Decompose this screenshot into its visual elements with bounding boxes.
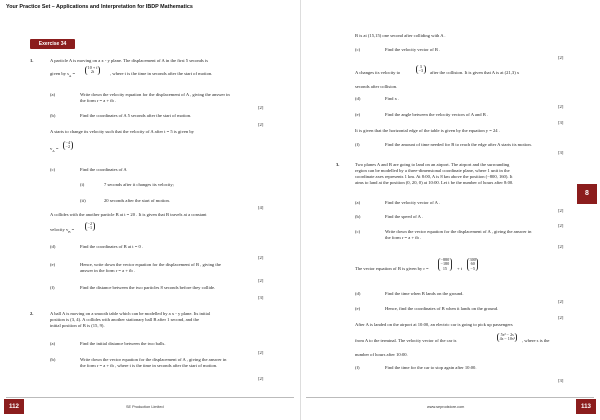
q1e-line1: Hence, write down the vector equation for the displacement of B , giving the [80,262,221,267]
left-page-number: 112 [4,399,24,414]
question-2-number: 2. [30,311,34,316]
q2b-line2: the form r = a + tb , where t is the time in seconds after the start of motion. [80,363,218,368]
q1-vB-label: velocity $v_B$ = [50,227,75,234]
q1ci-text: 7 seconds after it changes its velocity; [104,182,174,187]
left-footer-publisher: SE Production Limited [126,405,164,409]
q1-collide: A collides with the another particle B at t = 20 . It is given that B travels at a constant [50,212,207,217]
running-header: Your Practice Set – Applications and Interpretation for IBDP Mathematics [6,4,193,10]
q3d-marks: [2] [558,299,564,304]
q1f-marks: [3] [258,295,264,300]
q1d-label: (d) [50,244,56,249]
q2e-label: (e) [355,112,361,117]
q3f-label: (f) [355,365,360,370]
q1-given: given by $s_A$ = [50,71,76,78]
q3a-text: Find the velocity vector of A . [385,200,440,205]
q1b-text: Find the coordinates of A 5 seconds after the start of motion. [80,113,192,118]
exercise-badge: Exercise 34 [30,39,75,49]
q1cii-text: 20 seconds after the start of motion. [104,198,170,203]
right-page-number: 113 [576,399,596,414]
q3c-line2: the form r = a + tb . [385,235,422,240]
q3-vector-b: 300 60 −5 [467,258,478,271]
q1e-marks: [2] [258,278,264,283]
q1-displacement-vector: 10 + t 2t [85,66,100,75]
q2d-marks: [2] [558,104,564,109]
q1-vA-vector: −4 −2 [63,141,73,150]
q2f-marks: [3] [558,150,564,155]
q3b-label: (b) [355,214,361,219]
q3e-label: (e) [355,306,361,311]
q1c-text: Find the coordinates of A [80,167,127,172]
q3d-text: Find the time when B lands on the ground. [385,291,464,296]
q2c-text: Find the velocity vector of B . [385,47,441,52]
q2-line3: initial position of B is (15, 9). [50,323,105,328]
q1b-label: (b) [50,113,56,118]
q1c-marks: [4] [258,205,264,210]
q3a-label: (a) [355,200,361,205]
q3-car-velocity-vector: 5s² − 2s 4s − 10s² [497,333,517,342]
q1a-line1: Write down the velocity equation for the displacement of A , giving the answer in [80,92,230,97]
q3-line1: Two planes A and B are going to land on an airport. The airport and the surrounding [355,162,510,167]
q3e-marks: [2] [558,315,564,320]
q2-line2: position is (3, 4). A collides with another stationary ball B after 1 second, and the [50,317,200,322]
q1-given-tail: , where t is the time in seconds after the start of motion. [110,71,213,76]
q1-vA-label: $v_A$ = [50,146,59,153]
q2f-label: (f) [355,142,360,147]
q3f-marks: [3] [558,378,564,383]
q1c-label: (c) [50,167,56,172]
q3-line2: region can be modelled by a three-dimensional coordinate plane, where 1 unit in the [355,168,510,173]
page-gutter [300,0,301,420]
q1-velocity-change: A starts to change its velocity such that the velocity of A after t = 5 is given by [50,129,194,134]
q2-change-line2: seconds after collision. [355,84,398,89]
q2a-label: (a) [50,341,56,346]
q2a-marks: [2] [258,350,264,355]
q2-change-tail: after the collision. It is given that A is at (21,3) x [430,70,520,75]
q1a-label: (a) [50,92,56,97]
q1d-text: Find the coordinates of B at t = 0 . [80,244,144,249]
q1f-text: Find the distance between the two particles 8 seconds before they collide. [80,285,216,290]
q3b-marks: [2] [558,223,564,228]
q2-table-edge: It is given that the horizontal edge of the table is given by the equation y = 24 . [355,128,500,133]
q1e-label: (e) [50,262,56,267]
q2c-marks: [2] [558,55,564,60]
q2e-text: Find the angle between the velocity vectors of A and B . [385,112,489,117]
q3e-text: Hence, find the coordinates of B when it lands on the ground. [385,306,499,311]
q1e-line2: answer in the form r = a + tb . [80,268,135,273]
q2d-text: Find x . [385,96,400,101]
q1f-label: (f) [50,285,55,290]
q3-line4: aims to land at the position (0, 20, 0) at 10:00. Let t be the number of hours after 8:00. [355,180,514,185]
q3c-marks: [2] [558,244,564,249]
right-footer-rule [306,397,594,398]
q3a-marks: [2] [558,208,564,213]
q3-line3: coordinate axes represents 1 km. At 8:00, A is 8 km above the position (−800, 160). It [355,174,513,179]
right-footer-website: www.seprodstore.com [427,405,465,409]
q3-vector-eq-text: The vector equation of B is given by r = [355,266,429,271]
q1-intro: A particle A is moving on a x - y plane. The displacement of A in the first 5 seconds is [50,58,208,63]
q2-cont-intro: B is at (15,15) one second after colliding with A . [355,33,446,38]
q1d-marks: [2] [258,255,264,260]
q2-new-velocity-vector: 3 −3 [416,65,426,74]
q2-line1: A ball A is moving on a smooth table which can be modelled by a x - y plane. Its initial [50,311,211,316]
q3b-text: Find the speed of A . [385,214,424,219]
q2c-label: (c) [355,47,361,52]
q3-vector-a: −880 −180 15 [438,258,452,271]
q1ci-label: (i) [80,182,85,187]
question-1-number: 1. [30,58,34,63]
q2-change-text: A changes its velocity to [355,70,401,75]
q3-car-tail: , where s is the [522,338,550,343]
q2b-marks: [2] [258,376,264,381]
q2b-label: (b) [50,357,56,362]
q3f-text: Find the time for the car to stop again after 10:00. [385,365,477,370]
q1cii-label: (ii) [80,198,86,203]
q2f-text: Find the amount of time needed for B to reach the edge after A starts its motion. [385,142,532,147]
q2e-marks: [3] [558,120,564,125]
q1b-marks: [2] [258,122,264,127]
q3-after-landing: After A is landed on the airport at 10:00, an electric car is going to pick up passengers [355,322,513,327]
left-footer-rule [6,397,294,398]
question-3-number: 3. [336,162,340,167]
q1a-marks: [2] [258,105,264,110]
q2d-label: (d) [355,96,361,101]
q2b-line1: Write down the vector equation for the displacement of A , giving the answer in [80,357,227,362]
q3c-line1: Write down the vector equation for the displacement of A , giving the answer in [385,229,532,234]
q2a-text: Find the initial distance between the two balls. [80,341,166,346]
q3d-label: (d) [355,291,361,296]
chapter-tab: 8 [577,184,597,204]
q3-car-line2: number of hours after 10:00. [355,352,408,357]
q3c-label: (c) [355,229,361,234]
q3-vector-plus: + t [457,266,463,271]
q1-vB-vector: −2 −1 [85,222,95,231]
q1a-line2: the form r = a + tb . [80,98,117,103]
q3-car-text: from A to the terminal. The velocity vector of the car is [355,338,457,343]
